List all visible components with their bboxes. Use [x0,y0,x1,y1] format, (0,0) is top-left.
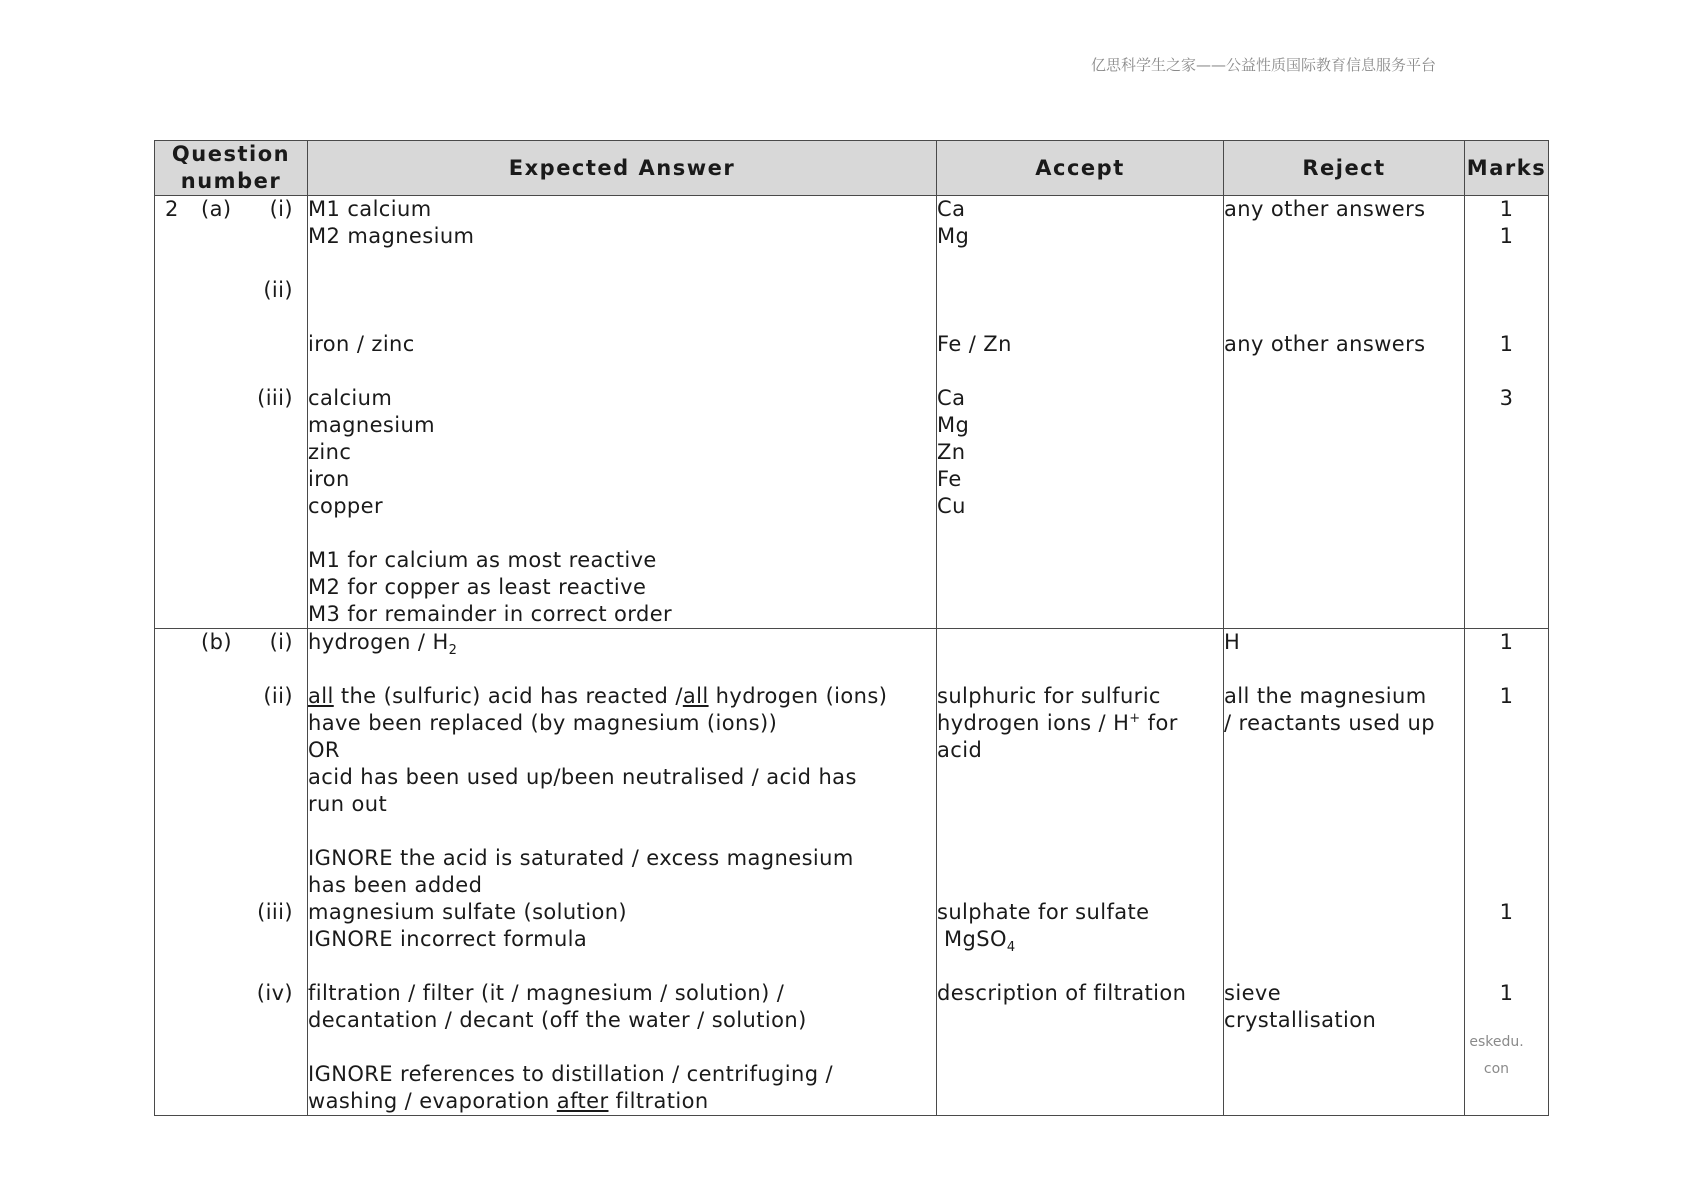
accept-line: sulphate for sulfate [937,900,1150,924]
reject-line: crystallisation [1224,1008,1377,1032]
accept-text: MgSO [944,927,1007,951]
answer-cell [308,683,937,899]
marks-cell [1465,277,1549,331]
marks-value: 3 [1499,386,1514,410]
accept-cell [937,683,1224,899]
accept-cell [937,196,1224,278]
watermark: eskedu. con [1469,1034,1524,1077]
reject-line: sieve [1224,981,1282,1005]
answer-line: copper [308,494,384,518]
accept-cell [937,980,1224,1116]
answer-line: has been added [308,873,483,897]
reject-line: any other answers [1224,332,1426,356]
table-row [155,331,1549,385]
table-row [155,980,1549,1116]
underlined-text: after [556,1089,609,1113]
marks-cell [1465,980,1549,1116]
answer-cell [308,331,937,385]
marks-value: 1 [1499,224,1514,248]
question-cell [155,980,308,1116]
question-cell [155,629,308,684]
answer-line [308,683,936,710]
accept-line: Ca [937,386,966,410]
marks-value: 1 [1499,332,1514,356]
answer-line [308,1088,936,1115]
underlined-text: all [308,684,334,708]
reject-cell [1224,683,1465,899]
accept-line: Mg [937,413,970,437]
accept-line [937,710,1223,737]
question-cell [155,331,308,385]
reject-line: any other answers [1224,197,1426,221]
question-part: (b) [201,630,232,654]
accept-line: acid [937,738,983,762]
question-number: 2 [165,197,179,221]
accept-line [937,926,1223,956]
reject-line: all the magnesium [1224,684,1427,708]
question-cell [155,385,308,629]
accept-line: sulphuric for sulfuric [937,684,1161,708]
marks-cell [1465,899,1549,980]
question-subpart: (iv) [256,981,293,1005]
answer-line: M1 calcium [308,197,432,221]
answer-line: M3 for remainder in correct order [308,602,673,626]
marks-cell [1465,196,1549,278]
table-row [155,277,1549,331]
answer-cell [308,629,937,684]
question-cell [155,899,308,980]
answer-line: zinc [308,440,352,464]
answer-text: the (sulfuric) acid has reacted / [333,684,683,708]
question-part: (a) [201,197,232,221]
answer-text: washing / evaporation [308,1089,557,1113]
header-reject: Reject [1224,141,1465,196]
marks-cell [1465,629,1549,684]
question-subpart: (ii) [263,278,293,302]
accept-line: Cu [937,494,966,518]
reject-cell [1224,385,1465,629]
answer-cell [308,196,937,278]
answer-line: IGNORE references to distillation / centrifuging / [308,1062,833,1086]
accept-line: Mg [937,224,970,248]
header-text: 亿思科学生之家——公益性质国际教育信息服务平台 [1090,56,1436,74]
reject-cell [1224,629,1465,684]
accept-text: hydrogen ions / H [937,711,1130,735]
reject-cell [1224,899,1465,980]
accept-line: Fe [937,467,962,491]
accept-line: description of filtration [937,981,1187,1005]
answer-line: M2 magnesium [308,224,475,248]
spacer [308,818,936,845]
reject-cell [1224,196,1465,278]
header-accept: Accept [937,141,1224,196]
marks-value: 1 [1499,684,1514,708]
answer-cell [308,385,937,629]
header-expected-answer: Expected Answer [308,141,937,196]
question-subpart: (i) [269,630,293,654]
reject-cell [1224,331,1465,385]
subscript: 4 [1006,940,1016,956]
answer-line: IGNORE incorrect formula [308,927,588,951]
reject-line: H [1224,630,1241,654]
header-question-number: Question number [155,141,308,196]
mark-scheme-table [154,140,1549,1116]
question-subpart: (i) [269,197,293,221]
answer-line: run out [308,792,388,816]
question-cell [155,196,308,278]
reject-cell [1224,277,1465,331]
table-row [155,629,1549,684]
answer-text: hydrogen (ions) [708,684,888,708]
underlined-text: all [682,684,709,708]
answer-line: iron [308,467,350,491]
answer-line: decantation / decant (off the water / solution) [308,1008,807,1032]
header-marks: Marks [1465,141,1549,196]
marks-cell [1465,683,1549,899]
reject-line: / reactants used up [1224,711,1435,735]
spacer [308,520,936,547]
answer-line: filtration / filter (it / magnesium / solution) / [308,981,785,1005]
marks-cell [1465,331,1549,385]
answer-line: have been replaced (by magnesium (ions)) [308,711,778,735]
answer-line: magnesium sulfate (solution) [308,900,628,924]
answer-line: iron / zinc [308,332,415,356]
answer-line: OR [308,738,340,762]
marks-value: 1 [1499,981,1514,1005]
marks-cell [1465,385,1549,629]
answer-line: magnesium [308,413,436,437]
superscript: + [1129,711,1141,726]
answer-line: IGNORE the acid is saturated / excess magnesium [308,846,854,870]
answer-cell [308,277,937,331]
accept-line: Fe / Zn [937,332,1012,356]
question-subpart: (iii) [257,900,293,924]
answer-line: M2 for copper as least reactive [308,575,647,599]
answer-cell [308,980,937,1116]
answer-line: acid has been used up/been neutralised / acid has [308,765,857,789]
question-subpart: (ii) [263,684,293,708]
question-cell [155,277,308,331]
subscript: 2 [448,643,458,659]
accept-text: for [1140,711,1178,735]
table-row [155,683,1549,899]
accept-cell [937,331,1224,385]
spacer [308,1034,936,1061]
answer-cell [308,899,937,980]
accept-cell [937,899,1224,980]
marks-value: 1 [1499,197,1514,221]
answer-text: filtration [608,1089,709,1113]
answer-line: M1 for calcium as most reactive [308,548,657,572]
answer-line: calcium [308,386,393,410]
marks-value: 1 [1499,900,1514,924]
question-cell [155,683,308,899]
accept-line: Zn [937,440,966,464]
answer-line [308,629,936,659]
table-row [155,899,1549,980]
accept-line: Ca [937,197,966,221]
reject-cell [1224,980,1465,1116]
answer-text: hydrogen / H [308,630,449,654]
table-row [155,385,1549,629]
table-row [155,196,1549,278]
question-subpart: (iii) [257,386,293,410]
marks-value: 1 [1499,630,1514,654]
accept-cell [937,277,1224,331]
accept-cell [937,385,1224,629]
accept-cell [937,629,1224,684]
